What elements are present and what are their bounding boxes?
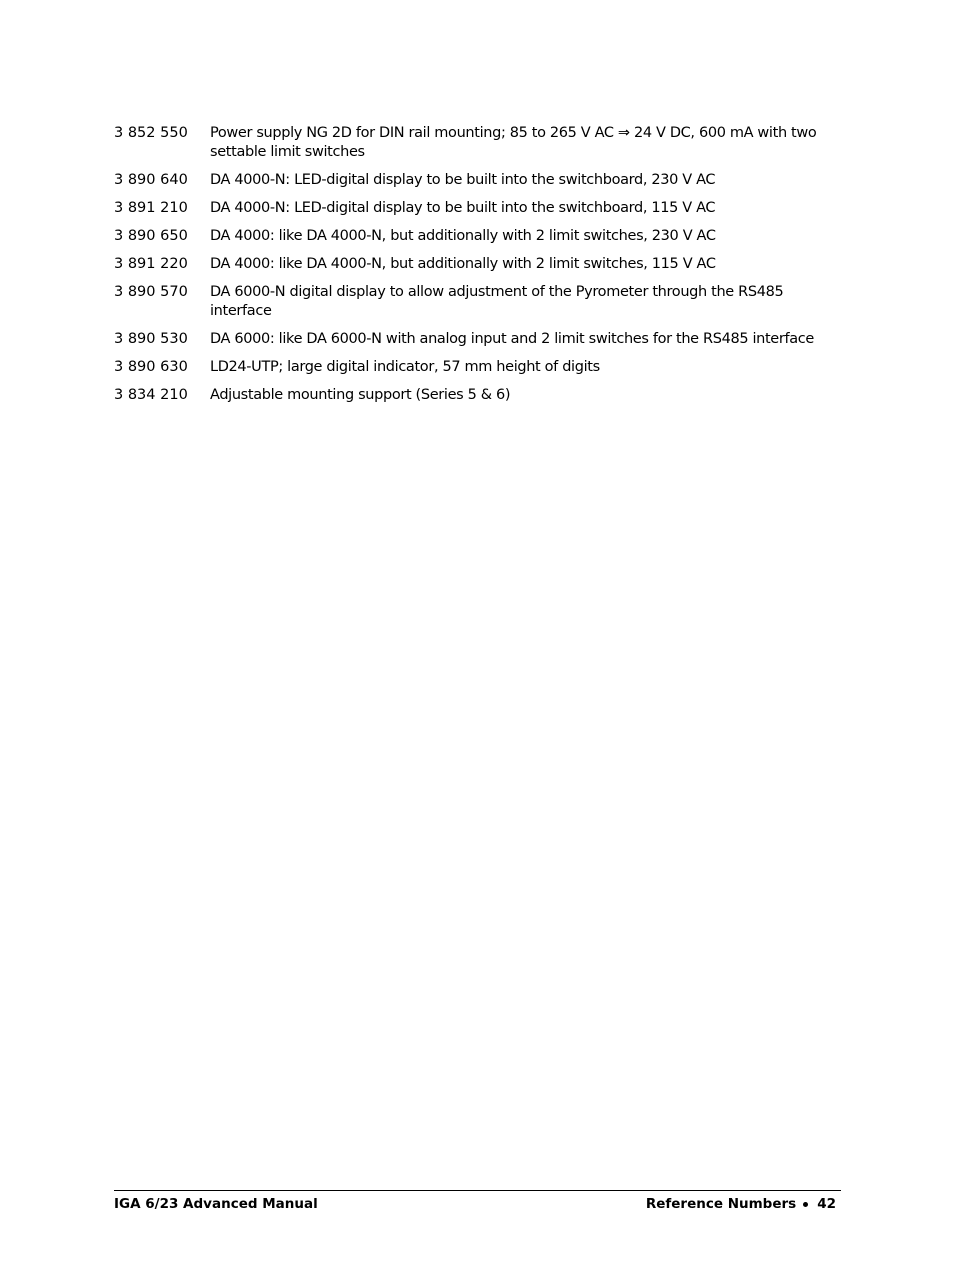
reference-number: 3 890 640 xyxy=(114,172,188,188)
reference-number: 3 891 210 xyxy=(114,200,188,216)
reference-row xyxy=(114,255,844,274)
footer-manual-title: IGA 6/23 Advanced Manual xyxy=(114,1196,318,1212)
reference-description: DA 4000-N: LED-digital display to be built into the switchboard, 230 V AC xyxy=(210,172,716,188)
reference-row xyxy=(114,358,844,377)
page-number: 42 xyxy=(817,1196,836,1212)
reference-description: Power supply NG 2D for DIN rail mounting; 85 to 265 V AC ⇒ 24 V DC, 600 mA with two settable limit switches xyxy=(210,125,817,160)
reference-list xyxy=(114,124,844,414)
reference-number: 3 890 570 xyxy=(114,284,188,300)
reference-row xyxy=(114,227,844,246)
page-footer xyxy=(114,1190,841,1213)
reference-row xyxy=(114,124,844,162)
reference-number: 3 891 220 xyxy=(114,256,188,272)
bullet-icon xyxy=(803,1202,808,1207)
reference-row xyxy=(114,283,844,321)
reference-description: LD24-UTP; large digital indicator, 57 mm height of digits xyxy=(210,359,600,375)
reference-row xyxy=(114,199,844,218)
reference-description: Adjustable mounting support (Series 5 & 6) xyxy=(210,387,511,403)
reference-number: 3 890 650 xyxy=(114,228,188,244)
reference-description: DA 4000-N: LED-digital display to be built into the switchboard, 115 V AC xyxy=(210,200,716,216)
reference-row xyxy=(114,330,844,349)
reference-description: DA 4000: like DA 4000-N, but additionally with 2 limit switches, 230 V AC xyxy=(210,228,716,244)
reference-description: DA 6000: like DA 6000-N with analog input and 2 limit switches for the RS485 interface xyxy=(210,331,814,347)
reference-row xyxy=(114,171,844,190)
footer-section-title: Reference Numbers xyxy=(645,1196,797,1212)
footer-section-info xyxy=(646,1195,841,1213)
reference-number: 3 852 550 xyxy=(114,125,188,141)
reference-number: 3 890 630 xyxy=(114,359,188,375)
reference-number: 3 834 210 xyxy=(114,387,188,403)
reference-description: DA 4000: like DA 4000-N, but additionally with 2 limit switches, 115 V AC xyxy=(210,256,716,272)
reference-description: DA 6000-N digital display to allow adjustment of the Pyrometer through the RS485 interface xyxy=(210,284,784,319)
reference-row xyxy=(114,386,844,405)
reference-number: 3 890 530 xyxy=(114,331,188,347)
